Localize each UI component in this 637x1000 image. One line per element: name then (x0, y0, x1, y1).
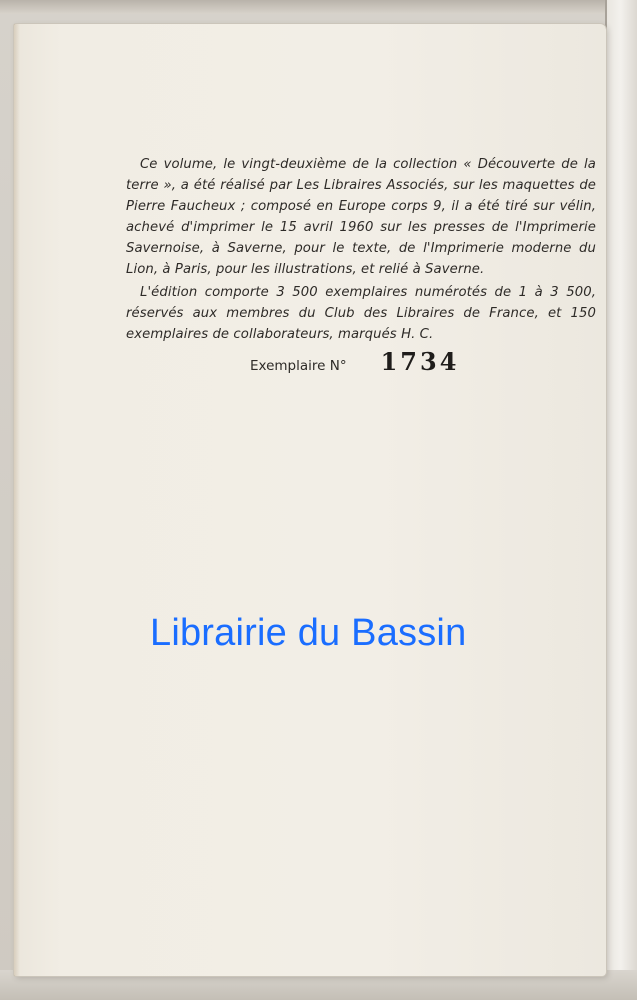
exemplaire-label: Exemplaire N° (250, 358, 347, 374)
colophon-paragraph-2: L'édition comporte 3 500 exemplaires numérotés de 1 à 3 500, réservés aux membres du Club des Libraires de France, et 150 exemplaires de collaborateurs, marqués H. C. (126, 285, 596, 342)
exemplaire-line (250, 347, 459, 376)
colophon (126, 154, 596, 347)
bookseller-watermark: Librairie du Bassin (150, 612, 467, 654)
book-page (14, 24, 606, 976)
colophon-paragraph-1: Ce volume, le vingt-deuxième de la collection « Découverte de la terre », a été réalisé par Les Libraires Associés, sur les maquettes de Pierre Faucheux ; composé en Europe corps 9, il a été tiré sur vélin, achevé d'imprimer le 15 avril 1960 sur les presses de l'Imprimerie Savernoise, à Saverne, pour le texte, de l'Imprimerie moderne du Lion, à Paris, pour les illustrations, et relié à Saverne. (126, 157, 596, 277)
book-top-edge (0, 0, 637, 14)
book-cover-edge (605, 0, 637, 1000)
exemplaire-number-stamp: 1734 (380, 347, 460, 376)
